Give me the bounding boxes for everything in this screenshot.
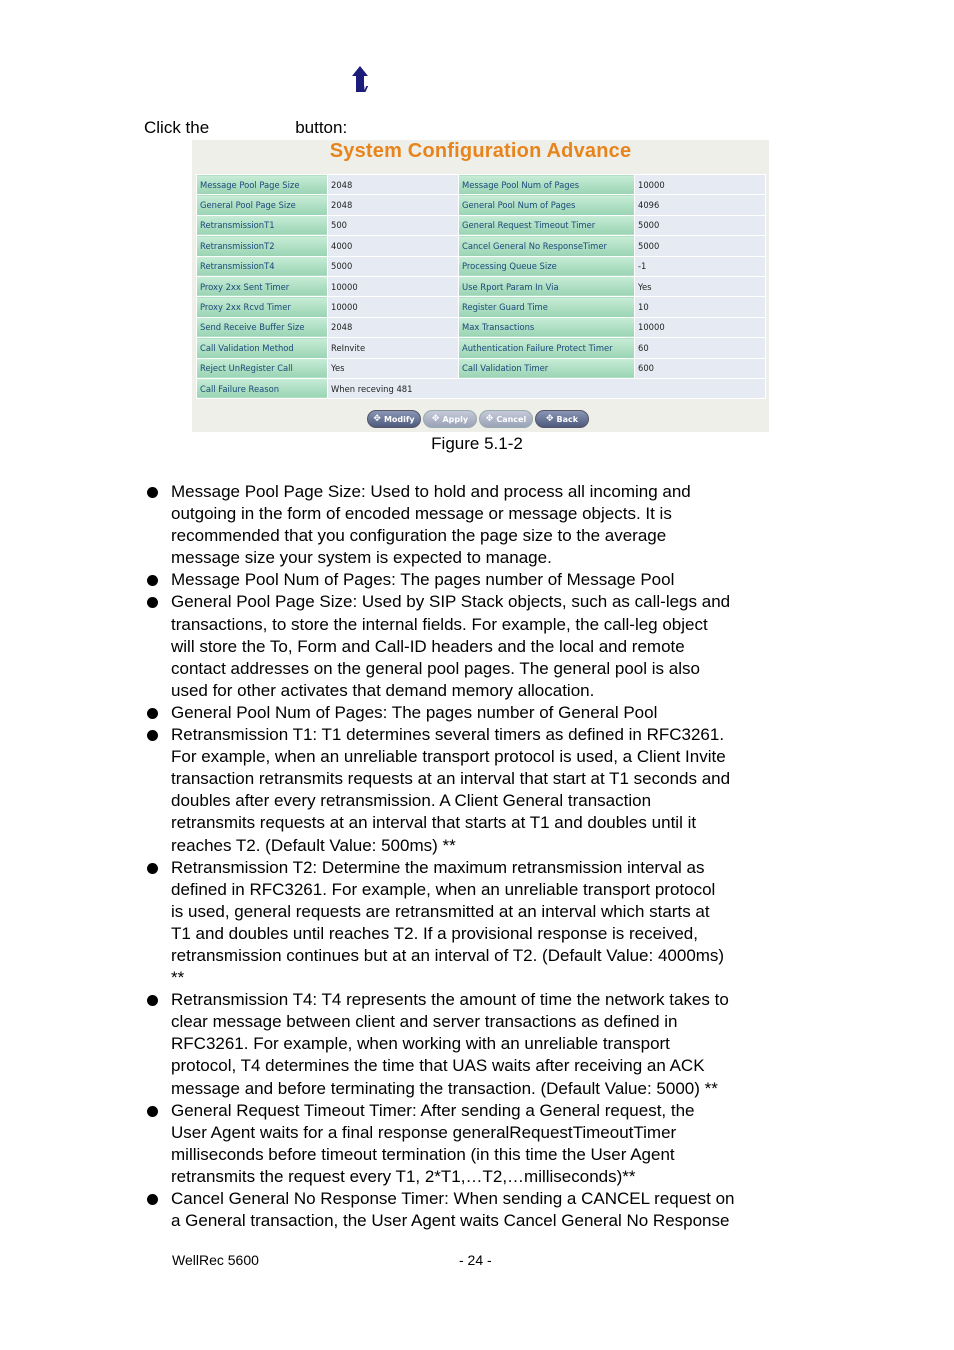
- setting-value: Yes: [635, 276, 766, 296]
- config-row: [197, 378, 766, 398]
- apply-label: Apply: [442, 414, 469, 424]
- setting-label: Proxy 2xx Sent Timer: [197, 276, 328, 296]
- setting-value: 5000: [328, 256, 459, 276]
- footer-page-number: - 24 -: [459, 1252, 492, 1268]
- config-table: [196, 174, 766, 399]
- setting-label: Message Pool Page Size: [197, 175, 328, 195]
- bullet-line: General Pool Num of Pages: The pages number of General Pool: [171, 702, 658, 722]
- config-row: [197, 175, 766, 195]
- cancel-label: Cancel: [496, 414, 527, 424]
- bullet-line: used for other activates that demand memory allocation.: [171, 680, 595, 700]
- setting-label: General Request Timeout Timer: [459, 215, 635, 235]
- screenshot-title: System Configuration Advance: [329, 140, 632, 162]
- setting-value: 4096: [635, 195, 766, 215]
- setting-label: Use Rport Param In Via: [459, 276, 635, 296]
- setting-value: 600: [635, 358, 766, 378]
- move-icon: ✥: [373, 414, 381, 424]
- bullet-line: **: [171, 968, 185, 988]
- setting-label: Register Guard Time: [459, 297, 635, 317]
- bullet-line: User Agent waits for a final response generalRequestTimeoutTimer: [171, 1122, 677, 1142]
- bullet-line: protocol, T4 determines the time that UAS waits after receiving an ACK: [171, 1056, 705, 1076]
- bullet-line: a General transaction, the User Agent waits Cancel General No Response: [171, 1211, 730, 1231]
- bullet-line: message and before terminating the transaction. (Default Value: 5000) **: [171, 1078, 718, 1098]
- setting-value: ReInvite: [328, 338, 459, 358]
- setting-value: 2048: [328, 175, 459, 195]
- bullet-dot-icon: [147, 575, 158, 586]
- bullet-item: [144, 989, 824, 1099]
- bullet-line: General Request Timeout Timer: After sending a General request, the: [171, 1100, 695, 1120]
- modify-button[interactable]: [367, 410, 421, 428]
- config-row: [197, 297, 766, 317]
- move-icon: ✥: [485, 414, 494, 424]
- setting-value: 4000: [328, 236, 459, 256]
- bullet-item: [144, 591, 824, 701]
- setting-value: When receving 481: [328, 378, 766, 398]
- config-row: [197, 317, 766, 337]
- intro-prefix: Click the: [144, 118, 210, 137]
- setting-value: 500: [328, 215, 459, 235]
- bullet-line: retransmits requests at an interval that starts at T1 and doubles until it: [171, 813, 697, 833]
- intro-suffix: button:: [295, 118, 348, 137]
- company-logo-icon: [348, 66, 378, 94]
- bullet-line: transaction retransmits requests at an interval that start at T1 seconds and: [171, 769, 731, 789]
- intro-line: [144, 118, 347, 138]
- bullet-line: milliseconds before timeout termination (in this time the User Agent: [171, 1144, 675, 1164]
- setting-label: Authentication Failure Protect Timer: [459, 338, 635, 358]
- bullet-dot-icon: [147, 1106, 158, 1117]
- setting-value: 10000: [635, 317, 766, 337]
- bullet-line: RFC3261. For example, when working with an unreliable transport: [171, 1034, 670, 1054]
- setting-label: RetransmissionT4: [197, 256, 328, 276]
- setting-label: RetransmissionT1: [197, 215, 328, 235]
- config-screenshot: [192, 140, 769, 432]
- setting-value: 2048: [328, 317, 459, 337]
- move-icon: ✥: [545, 414, 554, 424]
- bullet-line: Retransmission T1: T1 determines several timers as defined in RFC3261.: [171, 725, 725, 745]
- setting-label: Call Failure Reason: [197, 378, 328, 398]
- bullet-item: [144, 569, 824, 591]
- setting-label: Cancel General No ResponseTimer: [459, 236, 635, 256]
- bullet-line: Cancel General No Response Timer: When sending a CANCEL request on: [171, 1189, 735, 1208]
- bullet-line: is used, general requests are retransmitted at an interval which starts at: [171, 901, 710, 921]
- bullet-line: clear message between client and server transactions as defined in: [171, 1012, 678, 1032]
- bullet-line: Retransmission T2: Determine the maximum retransmission interval as: [171, 857, 705, 877]
- footer-product: WellRec 5600: [172, 1252, 259, 1268]
- bullet-dot-icon: [147, 730, 158, 741]
- bullet-line: reaches T2. (Default Value: 500ms) **: [171, 835, 456, 855]
- setting-label: RetransmissionT2: [197, 236, 328, 256]
- apply-button[interactable]: [423, 410, 477, 428]
- bullet-line: contact addresses on the general pool pages. The general pool is also: [171, 658, 700, 678]
- bullet-line: outgoing in the form of encoded message or message objects. It is: [171, 504, 672, 524]
- setting-label: General Pool Page Size: [197, 195, 328, 215]
- config-row: [197, 215, 766, 235]
- bullet-line: transactions, to store the internal fields. For example, the call-leg object: [171, 614, 708, 634]
- setting-value: 10000: [635, 175, 766, 195]
- bullet-item: [144, 702, 824, 724]
- config-row: [197, 276, 766, 296]
- setting-label: Send Receive Buffer Size: [197, 317, 328, 337]
- bullet-dot-icon: [147, 863, 158, 874]
- setting-value: 10: [635, 297, 766, 317]
- setting-label: General Pool Num of Pages: [459, 195, 635, 215]
- setting-value: 10000: [328, 276, 459, 296]
- setting-label: Proxy 2xx Rcvd Timer: [197, 297, 328, 317]
- bullet-item: [144, 1100, 824, 1188]
- bullet-line: Retransmission T4: T4 represents the amount of time the network takes to: [171, 990, 729, 1010]
- bullet-item: [144, 724, 824, 857]
- setting-label: Message Pool Num of Pages: [459, 175, 635, 195]
- move-icon: ✥: [431, 414, 440, 424]
- bullet-item: [144, 857, 824, 990]
- bullet-line: General Pool Page Size: Used by SIP Stack objects, such as call-legs and: [171, 592, 731, 612]
- setting-value: Yes: [328, 358, 459, 378]
- bullet-dot-icon: [147, 597, 158, 608]
- bullet-line: will store the To, Form and Call-ID headers and the local and remote: [171, 636, 685, 656]
- bullet-line: For example, when an unreliable transport protocol is used, a Client Invite: [171, 747, 726, 767]
- setting-label: Call Validation Method: [197, 338, 328, 358]
- bullet-dot-icon: [147, 1194, 158, 1205]
- config-row: [197, 236, 766, 256]
- svg-text:w: w: [358, 82, 369, 94]
- bullet-line: retransmits the request every T1, 2*T1,…T2,…milliseconds)**: [171, 1166, 636, 1186]
- modify-label: Modify: [383, 414, 415, 424]
- back-button[interactable]: [535, 410, 589, 428]
- setting-value: -1: [635, 256, 766, 276]
- bullet-line: Message Pool Page Size: Used to hold and process all incoming and: [171, 482, 691, 501]
- bullet-line: Message Pool Num of Pages: The pages number of Message Pool: [171, 570, 675, 590]
- back-label: Back: [556, 414, 579, 424]
- bullet-line: message size your system is expected to manage.: [171, 548, 552, 568]
- setting-value: 10000: [328, 297, 459, 317]
- setting-value: 60: [635, 338, 766, 358]
- bullet-line: T1 and doubles until reaches T2. If a provisional response is received,: [171, 923, 698, 943]
- setting-label: Max Transactions: [459, 317, 635, 337]
- bullet-list: [144, 481, 824, 1232]
- bullet-line: doubles after every retransmission. A Client General transaction: [171, 791, 652, 811]
- bullet-line: retransmission continues but at an interval of T2. (Default Value: 4000ms): [171, 945, 725, 965]
- config-row: [197, 195, 766, 215]
- setting-value: 5000: [635, 236, 766, 256]
- button-bar: [367, 410, 589, 428]
- figure-caption: Figure 5.1-2: [431, 434, 523, 453]
- bullet-dot-icon: [147, 487, 158, 498]
- setting-value: 5000: [635, 215, 766, 235]
- bullet-line: recommended that you configuration the page size to the average: [171, 526, 667, 546]
- setting-label: Call Validation Timer: [459, 358, 635, 378]
- config-row: [197, 358, 766, 378]
- cancel-button[interactable]: [479, 410, 533, 428]
- config-row: [197, 256, 766, 276]
- bullet-item: [144, 481, 824, 569]
- bullet-item: [144, 1188, 824, 1232]
- config-row: [197, 338, 766, 358]
- bullet-line: defined in RFC3261. For example, when an unreliable transport protocol: [171, 879, 716, 899]
- setting-label: Processing Queue Size: [459, 256, 635, 276]
- bullet-dot-icon: [147, 708, 158, 719]
- setting-value: 2048: [328, 195, 459, 215]
- setting-label: Reject UnRegister Call: [197, 358, 328, 378]
- bullet-dot-icon: [147, 995, 158, 1006]
